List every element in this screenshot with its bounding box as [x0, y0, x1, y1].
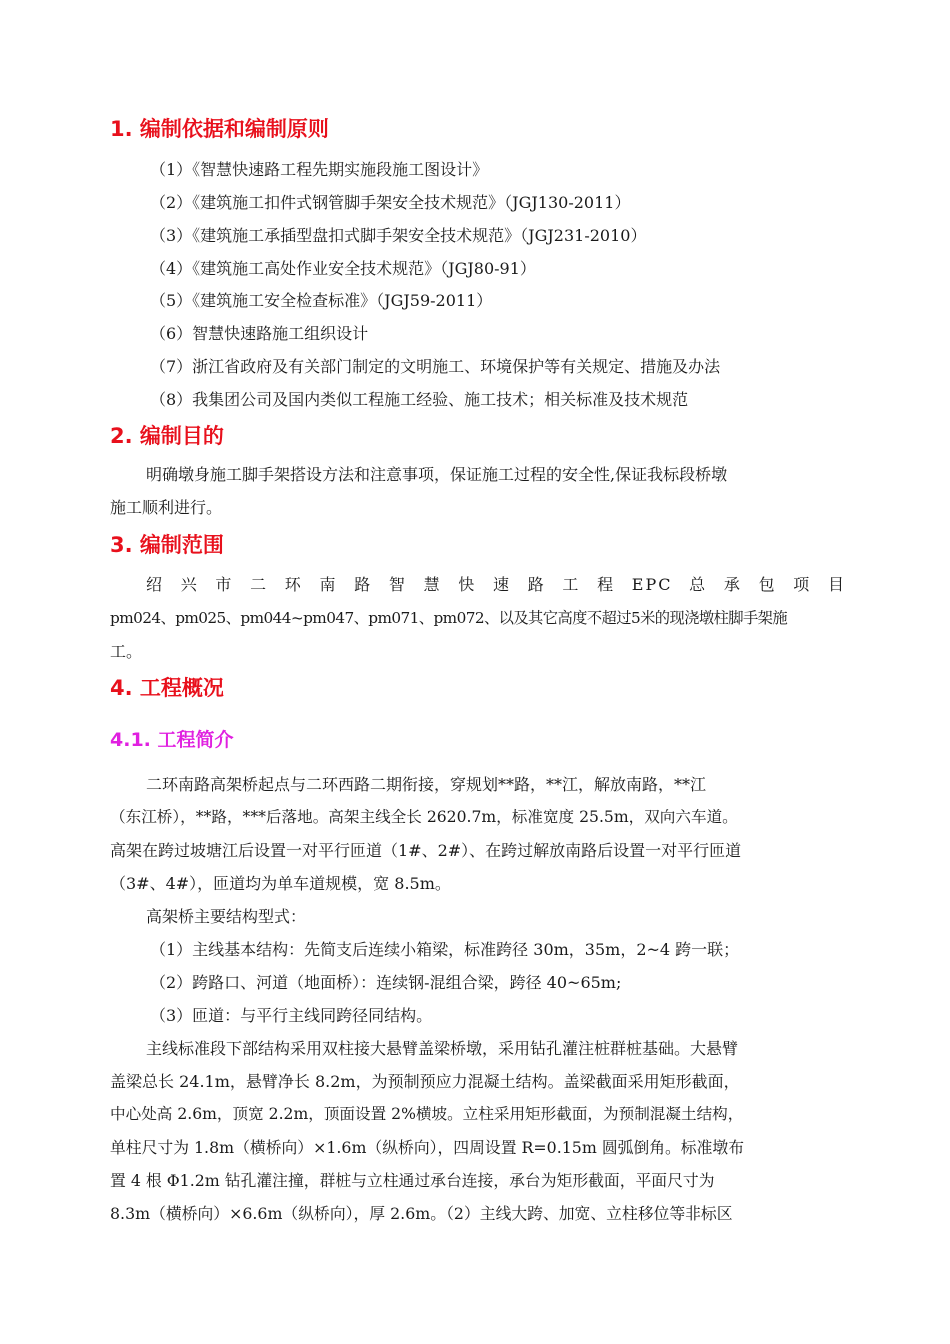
substructure-line-5: 置 4 根 Φ1.2m 钻孔灌注撞，群桩与立柱通过承台连接，承台为矩形截面，平面尺寸为: [110, 1171, 715, 1190]
scope-line-2: pm024、pm025、pm044~pm047、pm071、pm072、以及其它高度不超过5米的现浇墩柱脚手架施: [110, 609, 788, 627]
reference-item-7: （7）浙江省政府及有关部门制定的文明施工、环境保护等有关规定、措施及办法: [150, 357, 721, 376]
reference-item-2: （2）《建筑施工扣件式钢管脚手架安全技术规范》（JGJ130-2011）: [150, 193, 631, 212]
subsection-4-1-heading: 4.1. 工程简介: [110, 729, 234, 751]
overview-line-3: 高架在跨过坡塘江后设置一对平行匝道（1#、2#）、在跨过解放南路后设置一对平行匝道: [110, 841, 742, 860]
section-1-heading: 1. 编制依据和编制原则: [110, 117, 329, 141]
substructure-line-1: 主线标准段下部结构采用双柱接大悬臂盖梁桥墩，采用钻孔灌注桩群桩基础。大悬臂: [146, 1039, 739, 1058]
overview-line-2: （东江桥），**路，***后落地。高架主线全长 2620.7m，标准宽度 25.5m，双向六车道。: [110, 808, 738, 826]
substructure-line-2: 盖梁总长 24.1m，悬臂净长 8.2m，为预制预应力混凝土结构。盖梁截面采用矩形截面，: [110, 1072, 740, 1091]
substructure-line-6: 8.3m（横桥向）×6.6m（纵桥向），厚 2.6m。（2）主线大跨、加宽、立柱移位等非标区: [110, 1204, 733, 1223]
reference-item-4: （4）《建筑施工高处作业安全技术规范》（JGJ80-91）: [150, 259, 536, 278]
overview-line-1: 二环南路高架桥起点与二环西路二期衔接，穿规划**路，**江，解放南路，**江: [146, 775, 707, 794]
section-4-heading: 4. 工程概况: [110, 676, 224, 700]
purpose-line-1: 明确墩身施工脚手架搭设方法和注意事项，保证施工过程的安全性,保证我标段桥墩: [146, 465, 728, 484]
scope-line-3: 工。: [110, 642, 143, 661]
reference-item-8: （8）我集团公司及国内类似工程施工经验、施工技术；相关标准及技术规范: [150, 390, 689, 409]
substructure-line-3: 中心处高 2.6m，顶宽 2.2m，顶面设置 2%横坡。立柱采用矩形截面，为预制混凝土结构，: [110, 1105, 744, 1123]
purpose-line-2: 施工顺利进行。: [110, 498, 223, 517]
overview-line-4: （3#、4#），匝道均为单车道规模，宽 8.5m。: [110, 874, 451, 893]
structure-title: 高架桥主要结构型式：: [146, 907, 307, 926]
section-3-heading: 3. 编制范围: [110, 533, 224, 557]
reference-item-1: （1）《智慧快速路工程先期实施段施工图设计》: [150, 160, 489, 179]
section-2-heading: 2. 编制目的: [110, 424, 224, 448]
structure-item-2: （2）跨路口、河道（地面桥）：连续钢-混组合梁，跨径 40~65m;: [150, 973, 622, 992]
structure-item-1: （1）主线基本结构：先简支后连续小箱梁，标准跨径 30m，35m，2~4 跨一联；: [150, 940, 740, 959]
scope-line-1: 绍兴市二环南路智慧快速路工程EPC总承包项目: [146, 575, 846, 594]
reference-item-5: （5）《建筑施工安全检查标准》（JGJ59-2011）: [150, 291, 493, 310]
substructure-line-4: 单柱尺寸为 1.8m（横桥向）×1.6m（纵桥向），四周设置 R=0.15m 圆弧倒角。标准墩布: [110, 1138, 744, 1157]
structure-item-3: （3）匝道：与平行主线同跨径同结构。: [150, 1006, 433, 1025]
reference-item-6: （6）智慧快速路施工组织设计: [150, 324, 369, 343]
reference-item-3: （3）《建筑施工承插型盘扣式脚手架安全技术规范》（JGJ231-2010）: [150, 226, 647, 245]
